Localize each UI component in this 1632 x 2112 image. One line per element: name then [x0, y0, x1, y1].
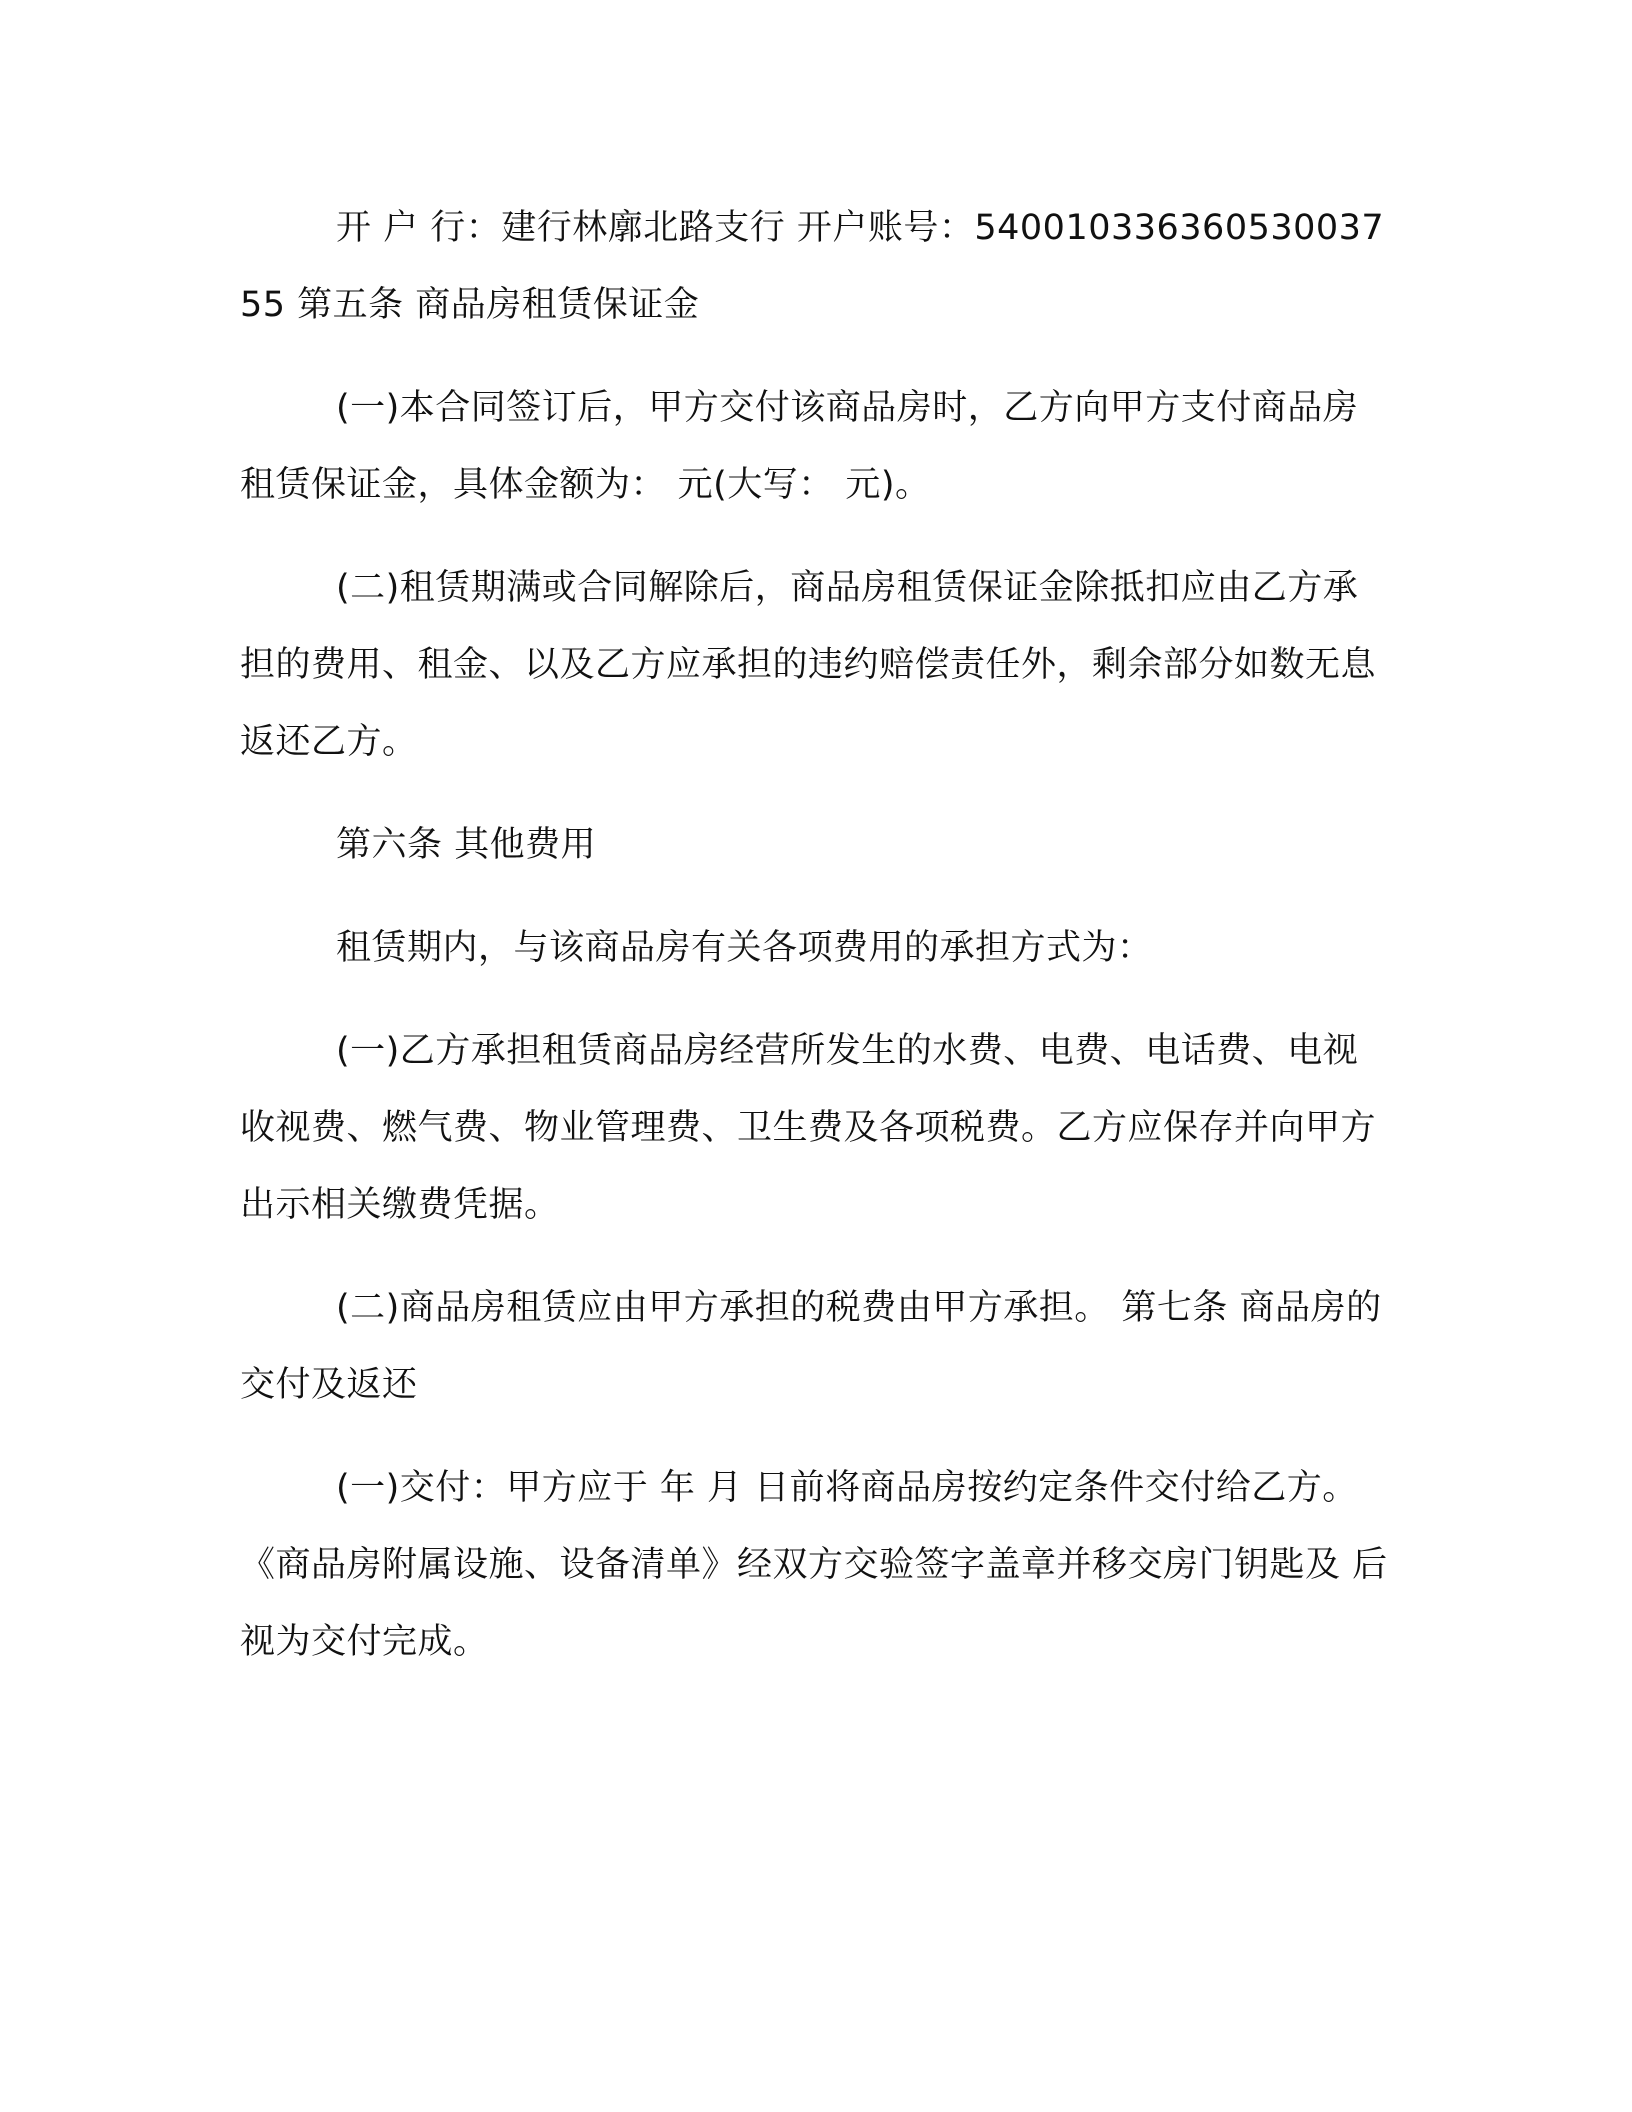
- paragraph-fees-intro: 租赁期内，与该商品房有关各项费用的承担方式为：: [336, 928, 1153, 968]
- document-body: [240, 190, 1390, 1707]
- paragraph-bank-account: 开 户 行：建行林廓北路支行 开户账号：54001033636053003755 第五条 商品房租赁保证金: [240, 208, 1385, 325]
- paragraph-deposit-payment: (一)本合同签订后，甲方交付该商品房时，乙方向甲方支付商品房租赁保证金，具体金额为： 元(大写： 元)。: [240, 388, 1359, 505]
- paragraph-delivery: (一)交付：甲方应于 年 月 日前将商品房按约定条件交付给乙方。《商品房附属设施、设备清单》经双方交验签字盖章并移交房门钥匙及 后视为交付完成。: [240, 1468, 1388, 1662]
- paragraph-landlord-taxes: (二)商品房租赁应由甲方承担的税费由甲方承担。 第七条 商品房的交付及返还: [240, 1288, 1382, 1405]
- paragraph-tenant-fees: (一)乙方承担租赁商品房经营所发生的水费、电费、电话费、电视收视费、燃气费、物业管理费、卫生费及各项税费。乙方应保存并向甲方出示相关缴费凭据。: [240, 1031, 1377, 1225]
- paragraph-deposit-return: (二)租赁期满或合同解除后，商品房租赁保证金除抵扣应由乙方承担的费用、租金、以及乙方应承担的违约赔偿责任外，剩余部分如数无息返还乙方。: [240, 568, 1377, 762]
- section-heading-article-6: 第六条 其他费用: [336, 825, 597, 865]
